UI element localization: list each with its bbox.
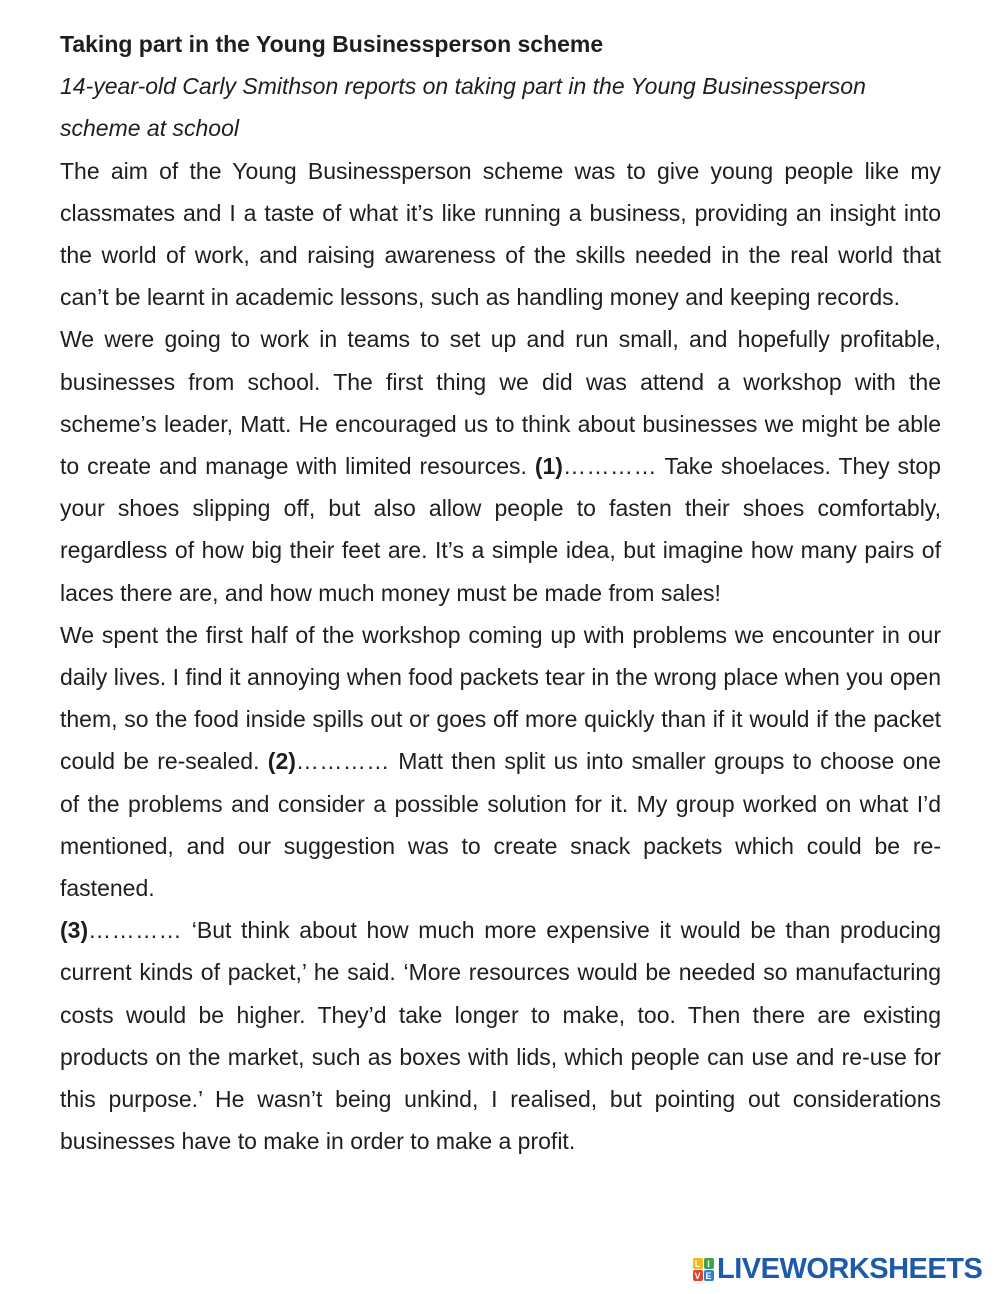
liveworksheets-logo: [692, 1254, 982, 1284]
paragraph-2-after-text: Take shoelaces. They stop your shoes slipping off, but also allow people to fasten their shoes comfortably, regardless of how big their feet are. It’s a simple idea, but imagine how many pairs of laces there are, and how much money must be made from sales!: [60, 453, 941, 606]
logo-mark-cell-e: E: [705, 1270, 712, 1281]
paragraph-4: [60, 909, 941, 1162]
paragraph-1: The aim of the Young Businessperson scheme was to give young people like my classmates and I a taste of what it’s like running a business, providing an insight into the world of work, and raising awareness of the skills needed in the real world that can’t be learnt in academic lessons, such as handling money and keeping records.: [60, 157, 941, 311]
logo-mark-icon: [692, 1257, 714, 1281]
logo-mark-cell-l: L: [693, 1258, 703, 1269]
logo-mark-cell-v: V: [694, 1270, 701, 1281]
gap-3-blank[interactable]: …………: [88, 917, 183, 944]
article-subtitle: 14-year-old Carly Smithson reports on taking part in the Young Businessperson scheme at school: [60, 73, 866, 142]
logo-mark-cell-i: I: [704, 1258, 714, 1269]
paragraph-3-before-text: We spent the first half of the workshop coming up with problems we encounter in our daily lives. I find it annoying when food packets tear in the wrong place when you open them, so the food inside spills out or goes off more quickly than if it would if the packet could be re-sealed.: [60, 621, 941, 775]
logo-text: LIVEWORKSHEETS: [717, 1252, 983, 1285]
gap-2-blank[interactable]: …………: [295, 748, 390, 775]
gap-1-blank[interactable]: …………: [562, 453, 657, 480]
article-title: Taking part in the Young Businessperson scheme: [60, 31, 604, 57]
paragraph-3: [60, 614, 941, 909]
article: [60, 23, 941, 1162]
gap-1-number: (1): [534, 453, 563, 480]
gap-2-number: (2): [267, 748, 296, 775]
paragraph-2-before-text: We were going to work in teams to set up and run small, and hopefully profitable, businesses from school. The first thing we did was attend a workshop with the scheme’s leader, Matt. He encouraged us to think about businesses we might be able to create and manage with limited resources.: [60, 326, 941, 480]
gap-3-number: (3): [60, 917, 89, 944]
paragraph-2: [60, 318, 941, 613]
paragraph-4-text: ‘But think about how much more expensive it would be than producing current kinds of packet,’ he said. ‘More resources would be needed so manufacturing costs would be higher. They’d take longer to make, too. Then there are existing products on the market, such as boxes with lids, which people can use and re-use for this purpose.’ He wasn’t being unkind, I realised, but pointing out considerations businesses have to make in order to make a profit.: [60, 917, 941, 1155]
paragraph-3-after-text: Matt then split us into smaller groups to choose one of the problems and consider a possible solution for it. My group worked on what I’d mentioned, and our suggestion was to create snack packets which could be re-fastened.: [60, 748, 942, 902]
